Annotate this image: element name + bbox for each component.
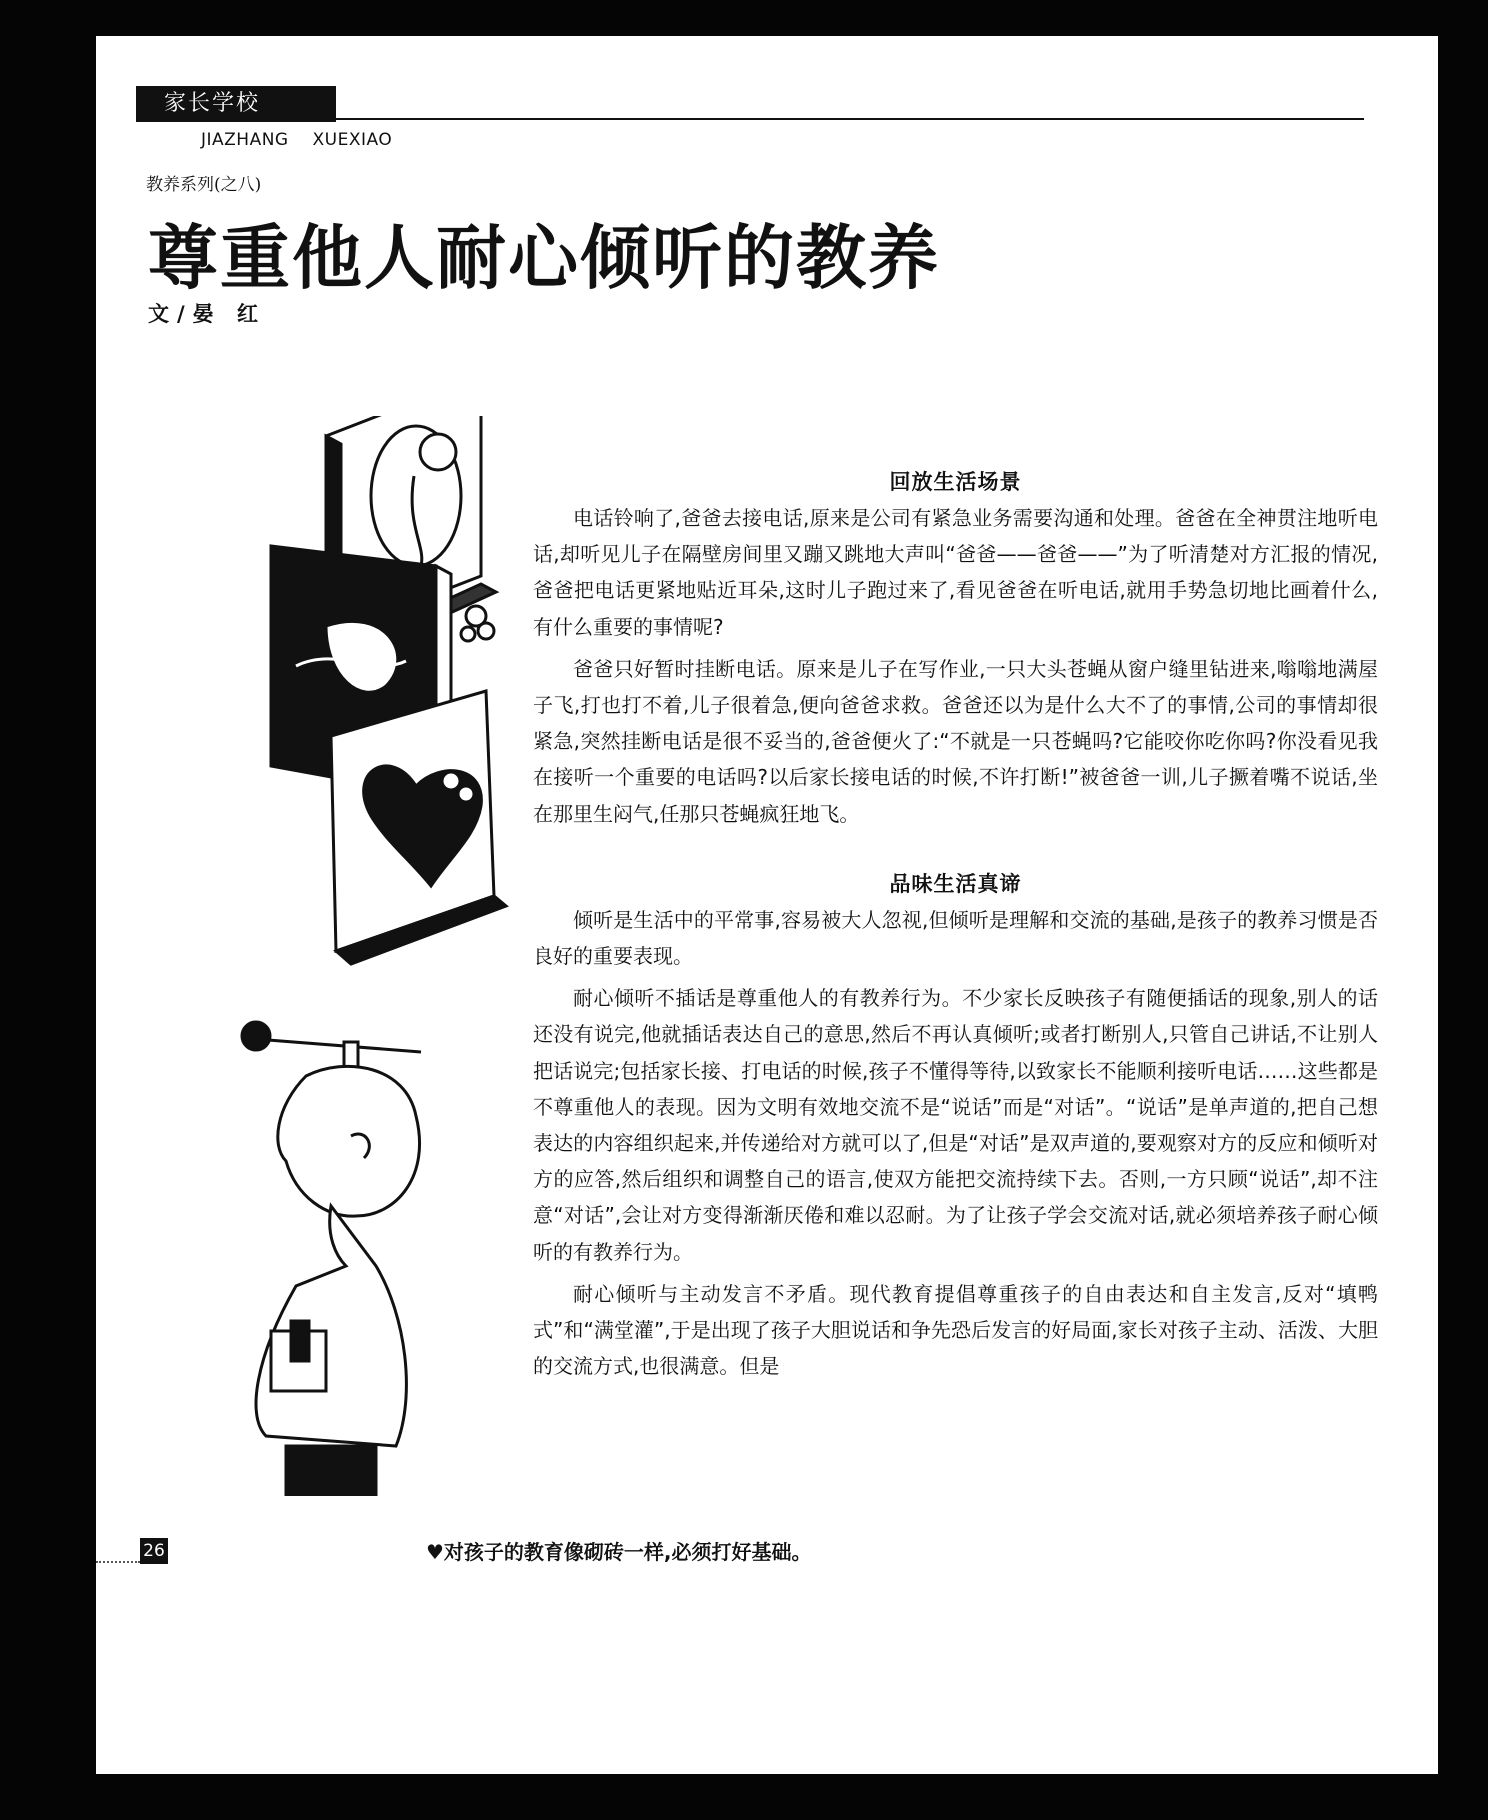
section-heading: 回放生活场景 [889, 469, 1022, 494]
page-number: 26 [140, 1538, 168, 1564]
series-label: 教养系列(之八) [146, 175, 262, 195]
magazine-page [96, 36, 1438, 1774]
article-body [533, 464, 1378, 1390]
section-pinyin: JIAZHANG XUEXIAO [201, 130, 393, 150]
header-rule [336, 118, 1364, 120]
paragraph: 耐心倾听不插话是尊重他人的有教养行为。不少家长反映孩子有随便插话的现象,别人的话还没有说完,他就插话表达自己的意思,然后不再认真倾听;或者打断别人,只管自己讲话,不让别人把话说完;包括家长接、打电话的时候,孩子不懂得等待,以致家长不能顺利接听电话……这些都是不尊重他人的表现。因为文明有效地交流不是“说话”而是“对话”。“说话”是单声道的,把自己想表达的内容组织起来,并传递给对方就可以了,但是“对话”是双声道的,要观察对方的反应和倾听对方的应答,然后组织和调整自己的语言,使双方能把交流持续下去。否则,一方只顾“说话”,却不注意“对话”,会让对方变得渐渐厌倦和难以忍耐。为了让孩子学会交流对话,就必须培养孩子耐心倾听的有教养行为。 [533, 986, 1378, 1264]
article-author: 文/晏 红 [148, 302, 266, 326]
man-with-microphone-illustration [242, 1022, 421, 1496]
scan-border-bottom [0, 1774, 1488, 1820]
scan-border-right [1438, 0, 1488, 1820]
scan-border-left [0, 0, 96, 1820]
paragraph: 耐心倾听与主动发言不矛盾。现代教育提倡尊重孩子的自由表达和自主发言,反对“填鸭式”和“满堂灌”,于是出现了孩子大胆说话和争先恐后发言的好局面,家长对孩子主动、活泼、大胆的交流方式,也很满意。但是 [533, 1281, 1378, 1379]
article-title: 尊重他人耐心倾听的教养 [148, 217, 940, 299]
section-heading: 品味生活真谛 [889, 870, 1022, 896]
footer-dotted-rule [96, 1561, 140, 1563]
paragraph: 电话铃响了,爸爸去接电话,原来是公司有紧急业务需要沟通和处理。爸爸在全神贯注地听电话,却听见儿子在隔壁房间里又蹦又跳地大声叫“爸爸——爸爸——”为了听清楚对方汇报的情况,爸爸把电话更紧地贴近耳朵,这时儿子跑过来了,看见爸爸在听电话,就用手势急切地比画着什么,有什么重要的事情呢? [533, 506, 1378, 639]
footer-slogan: ♥对孩子的教育像砌砖一样,必须打好基础。 [426, 1540, 812, 1564]
heart-panel-illustration [331, 691, 506, 964]
scan-border-top [0, 0, 1488, 36]
paragraph: 爸爸只好暂时挂断电话。原来是儿子在写作业,一只大头苍蝇从窗户缝里钻进来,嗡嗡地满屋子飞,打也打不着,儿子很着急,便向爸爸求救。爸爸还以为是什么大不了的事情,公司的事情却很紧急,突然挂断电话是很不妥当的,爸爸便火了:“不就是一只苍蝇吗?它能咬你吃你吗?你没看见我在接听一个重要的电话吗?以后家长接电话的时候,不许打断!”被爸爸一训,儿子撅着嘴不说话,坐在那里生闷气,任那只苍蝇疯狂地飞。 [533, 656, 1378, 826]
paragraph: 倾听是生活中的平常事,容易被大人忽视,但倾听是理解和交流的基础,是孩子的教养习惯是否良好的重要表现。 [533, 907, 1378, 969]
section-label: 家长学校 [136, 86, 336, 122]
